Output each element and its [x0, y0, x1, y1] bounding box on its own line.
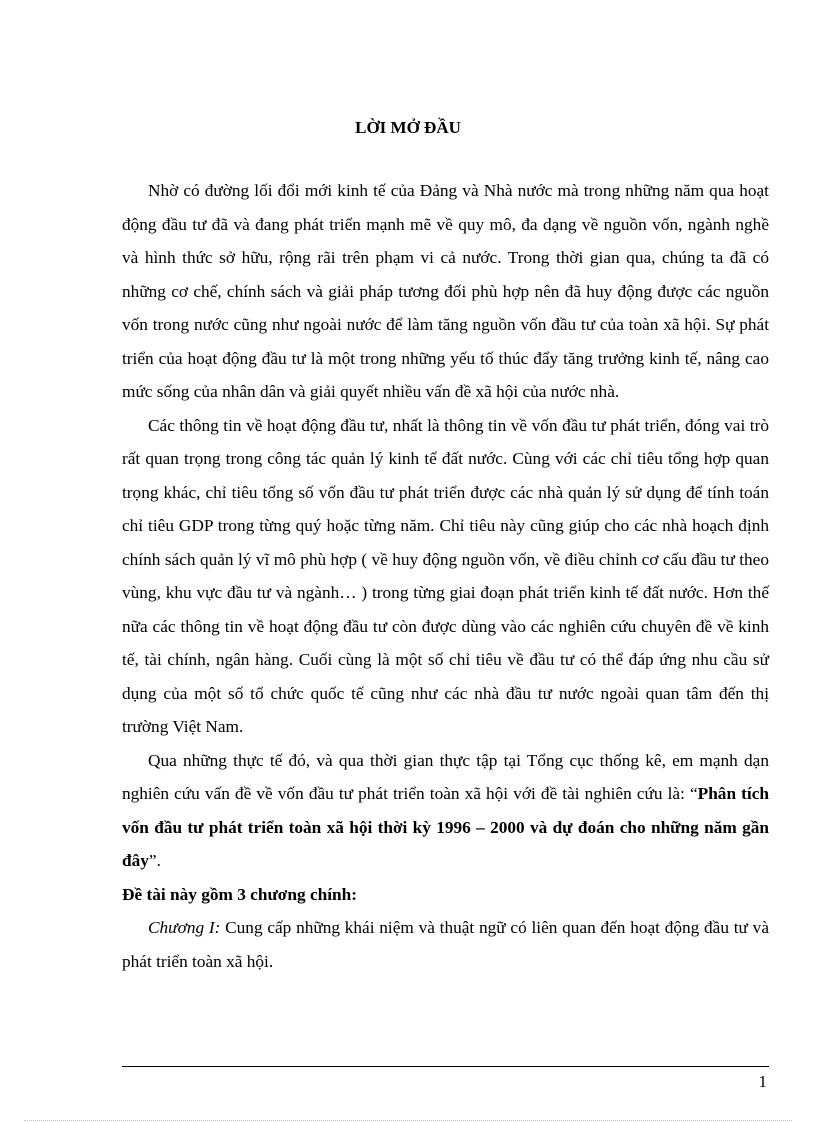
document-title: LỜI MỞ ĐẦU: [355, 118, 461, 137]
topic-close-text: ”.: [148, 851, 161, 870]
chapter-1-text: Cung cấp những khái niệm và thuật ngữ có liên quan đến hoạt động đầu tư và phát triển toàn xã hội.: [122, 918, 769, 971]
chapter-1-label: Chương I:: [148, 918, 221, 937]
topic-lead-text: Qua những thực tế đó, và qua thời gian thực tập tại Tổng cục thống kê, em mạnh dạn nghiên cứu vấn đề về vốn đầu tư phát triển toàn xã hội với đề tài nghiên cứu là: “: [122, 750, 769, 803]
thesis-title: Phân tích vốn đầu tư phát triển toàn xã hội thời kỳ 1996 – 2000 và dự đoán cho những năm gần đây: [122, 784, 769, 870]
paragraph-intro: Nhờ có đường lối đổi mới kinh tế của Đảng và Nhà nước mà trong những năm qua hoạt động đầu tư đã và đang phát triển mạnh mẽ về quy mô, đa dạng về nguồn vốn, ngành nghề và hình thức sở hữu, rộng rãi trên phạm vi cả nước. Trong thời gian qua, chúng ta đã có những cơ chế, chính sách và giải pháp tương đối phù hợp nên đã huy động được các nguồn vốn trong nước cũng như ngoài nước để làm tăng nguồn vốn đầu tư của toàn xã hội. Sự phát triển của hoạt động đầu tư là một trong những yếu tố thúc đẩy tăng trưởng kinh tế, nâng cao mức sống của nhân dân và giải quyết nhiều vấn đề xã hội của nước nhà.: [122, 181, 769, 401]
paragraph-information: Các thông tin về hoạt động đầu tư, nhất là thông tin về vốn đầu tư phát triển, đóng vai trò rất quan trọng trong công tác quản lý kinh tế đất nước. Cùng với các chỉ tiêu tổng hợp quan trọng khác, chỉ tiêu tổng số vốn đầu tư phát triển được các nhà quản lý sử dụng để tính toán chỉ tiêu GDP trong từng quý hoặc từng năm. Chỉ tiêu này cũng giúp cho các nhà hoạch định chính sách quản lý vĩ mô phù hợp ( về huy động nguồn vốn, về điều chỉnh cơ cấu đầu tư theo vùng, khu vực đầu tư và ngành… ) trong từng giai đoạn phát triển kinh tế đất nước. Hơn thế nữa các thông tin về hoạt động đầu tư còn được dùng vào các nghiên cứu chuyên đề về kinh tế, tài chính, ngân hàng. Cuối cùng là một số chỉ tiêu về đầu tư có thể đáp ứng nhu cầu sử dụng của một số tổ chức quốc tế cũng như các nhà đầu tư nước ngoài quan tâm đến thị trường Việt Nam.: [122, 415, 769, 736]
footer-divider: [122, 1066, 769, 1067]
page-number: 1: [758, 1072, 767, 1091]
paragraph-topic: [122, 744, 769, 878]
document-body: [122, 174, 769, 978]
page-edge-divider: [24, 1120, 792, 1121]
structure-heading: Đề tài này gồm 3 chương chính:: [122, 884, 358, 904]
paragraph-chapter-1: [122, 911, 769, 978]
